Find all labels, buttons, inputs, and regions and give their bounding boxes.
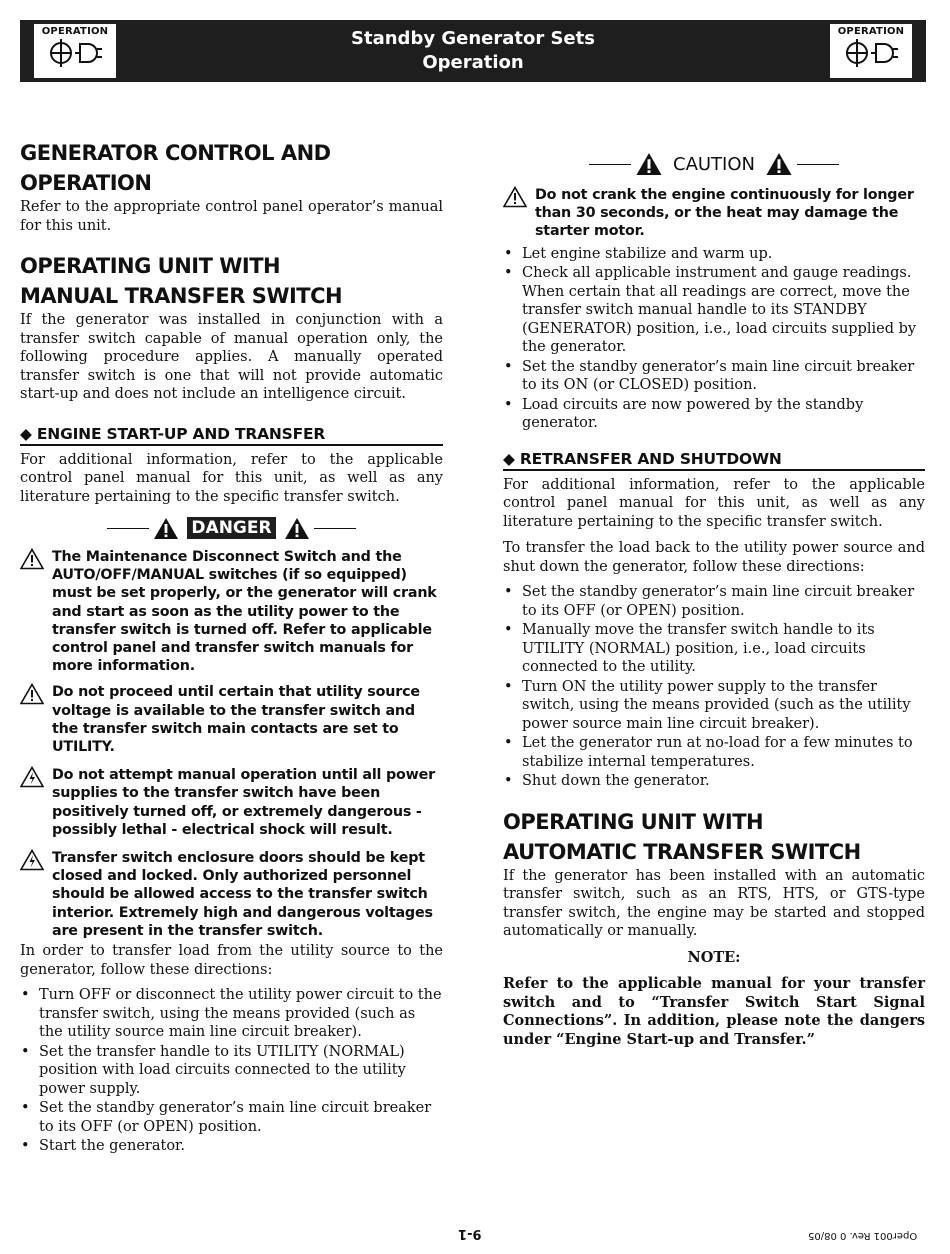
list-item: • Set the transfer handle to its UTILITY (NORMAL) position with load circuits connected to the utility power supply. xyxy=(20,1043,443,1099)
warning-triangle-icon xyxy=(153,517,179,540)
document-code: Oper001 Rev. 0 08/05 xyxy=(808,1230,918,1241)
danger-label: DANGER xyxy=(187,517,275,539)
page-number: 9-1 xyxy=(458,1226,482,1241)
electric-shock-icon xyxy=(20,766,44,788)
danger-warning: Do not proceed until certain that utility source voltage is available to the transfer switch and the transfer switch main contacts are set to UTILITY. xyxy=(20,683,443,756)
paragraph-automatic: If the generator has been installed with an automatic transfer switch, such as an RTS, HTS, or GTS-type transfer switch, the engine may be started and stopped automatically or manually. xyxy=(503,867,925,940)
paragraph-startup: For additional information, refer to the applicable control panel manual for this unit, as well as any literature pertaining to the specific transfer switch. xyxy=(20,451,443,505)
electric-shock-icon xyxy=(20,849,44,871)
danger-warning: Transfer switch enclosure doors should be kept closed and locked. Only authorized personnel should be allowed access to the transfer switch interior. Extremely high and dangerous voltages are present in the transfer switch. xyxy=(20,849,443,940)
startup-steps-list xyxy=(20,986,443,1156)
warmup-steps-list xyxy=(503,245,925,433)
caution-banner xyxy=(503,150,925,178)
right-column xyxy=(503,150,925,1049)
heading-retransfer: ◆ RETRANSFER AND SHUTDOWN xyxy=(503,449,925,471)
left-column xyxy=(20,138,443,1157)
list-item: • Set the standby generator’s main line circuit breaker to its OFF (or OPEN) position. xyxy=(20,1099,443,1136)
list-item: • Set the standby generator’s main line circuit breaker to its ON (or CLOSED) position. xyxy=(503,358,925,395)
operation-badge-right xyxy=(830,24,912,78)
heading-generator-control: GENERATOR CONTROL AND OPERATION xyxy=(20,141,331,195)
list-item: • Shut down the generator. xyxy=(503,772,925,791)
list-item: • Let the generator run at no-load for a few minutes to stabilize internal temperatures. xyxy=(503,734,925,771)
caution-warning: Do not crank the engine continuously for longer than 30 seconds, or the heat may damage the starter motor. xyxy=(503,186,925,241)
page-title: Standby Generator Sets Operation xyxy=(351,28,595,73)
list-item: • Turn ON the utility power supply to the transfer switch, using the means provided (such as the utility power source main line circuit breaker). xyxy=(503,678,925,734)
list-item: • Load circuits are now powered by the standby generator. xyxy=(503,396,925,433)
danger-banner xyxy=(20,514,443,542)
caution-label: CAUTION xyxy=(673,153,755,175)
caution-outline-icon xyxy=(503,186,527,208)
danger-warning: Do not attempt manual operation until all power supplies to the transfer switch have been positively turned off, or extremely dangerous - possibly lethal - electrical shock will result. xyxy=(20,766,443,839)
caution-outline-icon xyxy=(20,548,44,570)
danger-warning: The Maintenance Disconnect Switch and the AUTO/OFF/MANUAL switches (if so equipped) must be set properly, or the generator will crank and start as soon as the utility power to the transfer switch is turned off. Refer to applicable control panel and transfer switch manuals for more information. xyxy=(20,548,443,675)
warning-triangle-icon xyxy=(765,152,793,176)
warning-triangle-icon xyxy=(284,517,310,540)
page-header xyxy=(20,20,926,82)
heading-manual-transfer: OPERATING UNIT WITH MANUAL TRANSFER SWITCH xyxy=(20,254,343,308)
paragraph-retransfer-2: To transfer the load back to the utility power source and shut down the generator, follow these directions: xyxy=(503,540,925,575)
note-text: Refer to the applicable manual for your transfer switch and to “Transfer Switch Start Signal Connections”. In addition, please note the dangers under “Engine Start-up and Transfer.” xyxy=(503,975,925,1048)
generator-plug-icon xyxy=(842,38,900,68)
operation-badge-label: OPERATION xyxy=(41,26,109,37)
paragraph-retransfer-1: For additional information, refer to the applicable control panel manual for this unit, as well as any literature pertaining to the specific transfer switch. xyxy=(503,476,925,530)
list-item: • Check all applicable instrument and gauge readings. When certain that all readings are correct, move the transfer switch manual handle to its STANDBY (GENERATOR) position, i.e., load circuits supplied by the generator. xyxy=(503,264,925,357)
retransfer-steps-list xyxy=(503,583,925,791)
operation-badge-label: OPERATION xyxy=(837,26,905,37)
warning-triangle-icon xyxy=(635,152,663,176)
paragraph-control: Refer to the appropriate control panel operator’s manual for this unit. xyxy=(20,199,443,234)
heading-engine-startup: ◆ ENGINE START-UP AND TRANSFER xyxy=(20,424,443,446)
paragraph-directions: In order to transfer load from the utility source to the generator, follow these directions: xyxy=(20,943,443,978)
list-item: • Start the generator. xyxy=(20,1137,443,1156)
list-item: • Set the standby generator’s main line circuit breaker to its OFF (or OPEN) position. xyxy=(503,583,925,620)
list-item: • Manually move the transfer switch handle to its UTILITY (NORMAL) position, i.e., load circuits connected to the utility. xyxy=(503,621,925,677)
note-title: NOTE: xyxy=(687,948,741,966)
heading-automatic-transfer: OPERATING UNIT WITH AUTOMATIC TRANSFER SWITCH xyxy=(503,809,861,864)
caution-outline-icon xyxy=(20,683,44,705)
list-item: • Turn OFF or disconnect the utility power circuit to the transfer switch, using the means provided (such as the utility source main line circuit breaker). xyxy=(20,986,443,1042)
paragraph-manual: If the generator was installed in conjunction with a transfer switch capable of manual operation only, the following procedure applies. A manually operated transfer switch is one that will not provide automatic start-up and does not include an intelligence circuit. xyxy=(20,312,443,402)
list-item: • Let engine stabilize and warm up. xyxy=(503,245,925,264)
